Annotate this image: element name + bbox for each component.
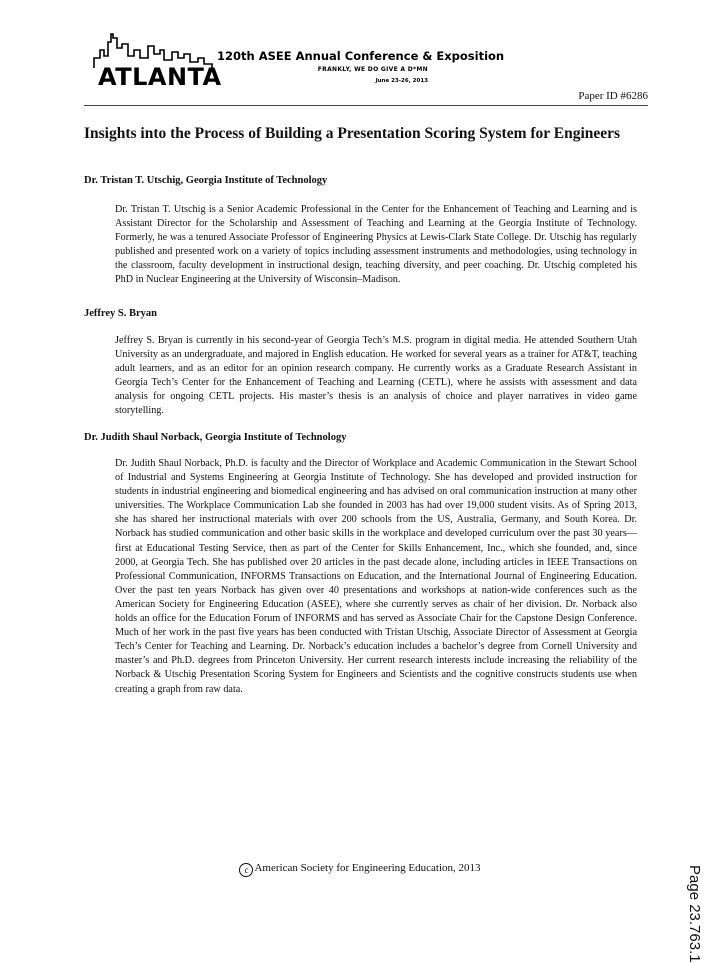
paper-title: Insights into the Process of Building a Presentation Scoring System for Engineers <box>84 125 621 142</box>
author-bio: Dr. Tristan T. Utschig is a Senior Academic Professional in the Center for the Enhancement of Teaching and Learning and is Assistant Director for the Scholarship and Assessment of Teaching and Learning at the Georgia Institute of Technology. Formerly, he was a tenured Associate Professor of Engineering Physics at Lewis-Clark State College. Dr. Utschig has regularly published and presented work on a variety of topics including assessment instruments and methodologies, using technology in the classroom, faculty development in instructional design, teaching diversity, and peer coaching. Dr. Utschig completed his PhD in Nuclear Engineering at the University of Wisconsin–Madison. <box>115 204 637 286</box>
logo-city-name: ATLANTA <box>98 63 222 91</box>
author-name: Dr. Judith Shaul Norback, Georgia Institute of Technology <box>84 432 347 443</box>
paper-id: Paper ID #6286 <box>578 90 648 102</box>
author-bio: Dr. Judith Shaul Norback, Ph.D. is faculty and the Director of Workplace and Academic Communication in the Stewart School of Industrial and Systems Engineering at Georgia Institute of Technology. She has developed and provided instruction for students in industrial engineering and biomedical engineering and has advised on oral communication instruction at many other universities. The Workplace Communication Lab she founded in 2003 has had over 19,000 student visits. As of Spring 2013, she has shared her instructional materials with over 200 schools from the US, Australia, Germany, and South Korea. Dr. Norback has studied communication and other basic skills in the workplace and developed curriculum over the past 30 years—first at Educational Testing Service, then as part of the Center for Skills Enhancement, Inc., which she founded, and, since 2000, at Georgia Tech. She has published over 20 articles in the past decade alone, including articles in IEEE Transactions on Professional Communication, INFORMS Transactions on Education, and the International Journal of Engineering Education. Over the past ten years Norback has given over 40 presentations and workshops at nation-wide conferences such as the American Society for Engineering Education (ASEE), where she currently serves as chair of her division. Dr. Norback also holds an office for the Education Forum of INFORMS and has served as Associate Chair for the Capstone Design Conference. Much of her work in the past five years has been conducted with Tristan Utschig, Associate Director of Assessment at Georgia Tech’s Center for Teaching and Learning. Dr. Norback’s education includes a bachelor’s degree from Cornell University and master’s and Ph.D. degrees from Princeton University. Her current research interests include increasing the reliability of the Norback & Utschig Presentation Scoring System for Engineers and Scientists and the cognitive constructs students use when creating a graph from raw data. <box>115 458 637 695</box>
conference-dates: June 23-26, 2013 <box>375 78 428 84</box>
author-bio: Jeffrey S. Bryan is currently in his second-year of Georgia Tech’s M.S. program in digital media. He attended Southern Utah University as an undergraduate, and majored in English education. He worked for several years as a trainer for AT&T, teaching adult learners, and as an editor for an opinion research company. He currently works as a Graduate Research Assistant in Georgia Tech’s Center for the Enhancement of Teaching and Learning (CETL), where he assists with assessment and data analysis for ongoing CETL projects. His master’s thesis is an analysis of choice and player narratives in video game storytelling. <box>115 335 637 417</box>
header-divider <box>84 105 648 106</box>
page-number: Page 23.763.1 <box>686 865 703 963</box>
copyright-text: American Society for Engineering Education, 2013 <box>254 862 481 874</box>
conference-name: 120th ASEE Annual Conference & Exposition <box>217 49 505 63</box>
conference-motto: FRANKLY, WE DO GIVE A D*MN <box>317 66 428 73</box>
copyright-footer <box>0 862 720 877</box>
author-name: Dr. Tristan T. Utschig, Georgia Institute of Technology <box>84 175 328 186</box>
conference-logo <box>92 28 505 94</box>
author-name: Jeffrey S. Bryan <box>84 308 158 319</box>
copyright-icon: c <box>239 863 253 877</box>
